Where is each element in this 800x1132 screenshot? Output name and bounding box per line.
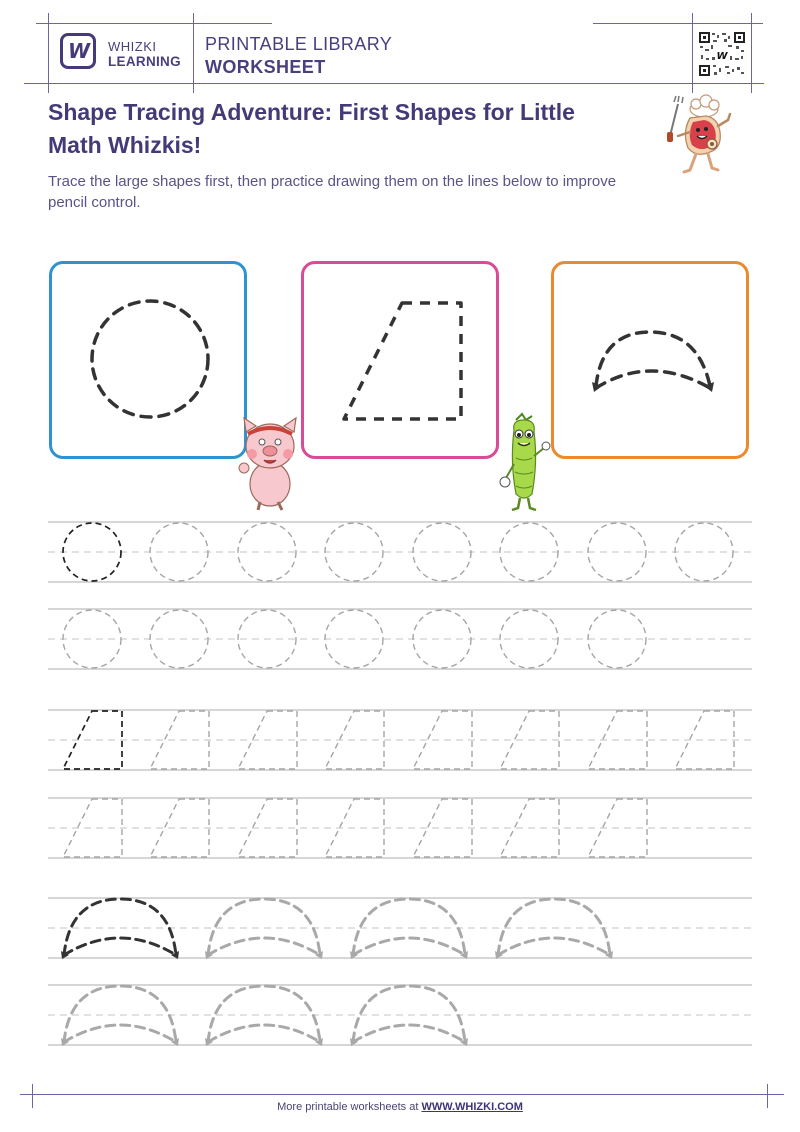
- svg-text:W: W: [716, 51, 728, 62]
- arc-guide-icon: [554, 264, 746, 456]
- header-rule-top: [36, 23, 272, 24]
- practice-row-trapezoids-2: [48, 797, 752, 859]
- card-circle: [49, 261, 247, 459]
- practice-row-trapezoids-1: [48, 709, 752, 771]
- header-rule-v2: [193, 13, 194, 93]
- library-label: PRINTABLE LIBRARY: [205, 34, 393, 54]
- brand-name-line1: WHIZKI: [108, 39, 157, 54]
- footer-text: More printable worksheets at: [277, 1101, 422, 1113]
- header-rule-v3: [692, 13, 693, 93]
- header-rule-v4: [751, 13, 752, 93]
- practice-row-arcs-2: [48, 984, 752, 1046]
- header-rule-v1: [48, 13, 49, 93]
- header-rule-top-right: [593, 23, 763, 24]
- chef-mascot-icon: [660, 92, 740, 182]
- brand-name-line2: LEARNING: [108, 54, 181, 69]
- instructions: Trace the large shapes first, then practice drawing them on the lines below to improve pencil control.: [48, 173, 617, 211]
- practice-row-circles-1: [48, 521, 752, 583]
- page-title: Shape Tracing Adventure: First Shapes for Little Math Whizkis!: [48, 99, 575, 158]
- qr-code-icon: [698, 31, 746, 77]
- footer-link[interactable]: WWW.WHIZKI.COM: [421, 1101, 523, 1113]
- circle-guide-icon: [52, 264, 244, 456]
- card-arc: [551, 261, 749, 459]
- practice-row-circles-2: [48, 608, 752, 670]
- pea-mascot-icon: [496, 412, 554, 512]
- worksheet-label: WORKSHEET: [205, 57, 326, 77]
- logo-letter: W: [67, 39, 89, 63]
- footer: [0, 1101, 800, 1113]
- footer-rule: [20, 1094, 784, 1095]
- pig-mascot-icon: [236, 412, 302, 512]
- card-trapezoid: [301, 261, 499, 459]
- trapezoid-guide-icon: [304, 264, 496, 456]
- practice-row-arcs-1: [48, 897, 752, 959]
- whizki-logo: [60, 33, 96, 69]
- header-rule-bottom: [24, 83, 764, 84]
